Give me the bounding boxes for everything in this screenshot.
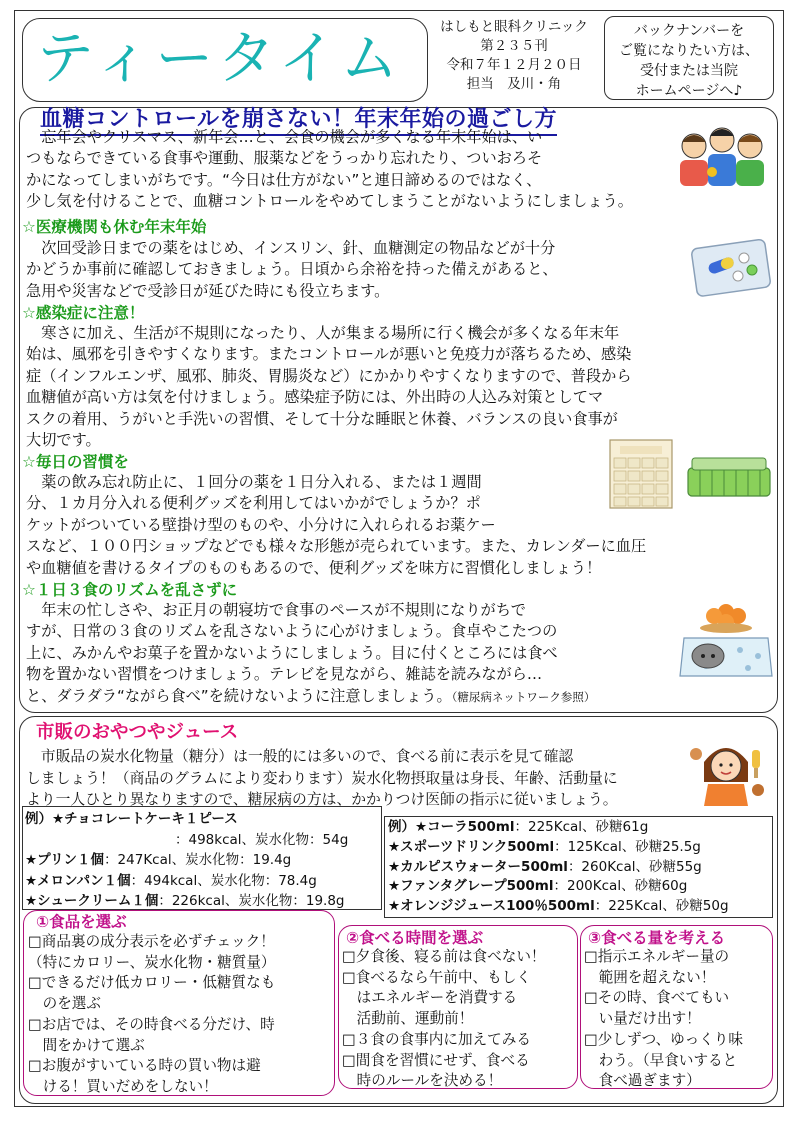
tip-title-eating-amount: ③食べる量を考える (588, 929, 726, 947)
clinic-name: はしもと眼科クリニック (440, 19, 588, 35)
kotatsu-illustration (678, 594, 774, 684)
main-headline: 血糖コントロールを崩さない！年末年始の過ごし方 (40, 106, 557, 136)
party-people-illustration (672, 116, 772, 190)
medicine-illustration (690, 238, 772, 298)
tip-title-choose-food: ①食品を選ぶ (36, 913, 127, 931)
tip-title-eating-time: ②食べる時間を選ぶ (346, 929, 484, 947)
back-number-notice: バックナンバーを ご覧になりたい方は、 受付または当院 ホームページへ♪ (604, 16, 774, 100)
issue-date: 令和７年１２月２０日 (446, 57, 582, 73)
tip-body-eating-time: □夕食後、寝る前は食べない！ □食べるなら午前中、もしく はエネルギーを消費する 活動前、運動前！ □３食の食事内に加えてみる □間食を習慣にせず、食べる 時のルールを決める！ (342, 948, 546, 1090)
section-body-rhythm: 年末の忙しさや、お正月の朝寝坊で食事のペースが不規則になりがちで すが、日常の３食のリズムを乱さないように心がけましょう。食卓やこたつの 上に、みかんやお菓子を置かないようにしましょう。目に付くところには食べ 物を置かない習慣をつけましょう。テレビを見ながら、雑誌を読みながら… と、ダラダラ“ながら食べ”を続けないように注意しましょう。（糖尿病ネットワーク参照） (26, 601, 596, 705)
issue-info (432, 18, 596, 94)
snacks-paragraph: 市販品の炭水化物量（糖分）は一般的には多いので、食べる前に表示を見て確認 しましょう！（商品のグラムにより変わります）炭水化物摂取量は身長、年齢、活動量に より一人ひとり異なりますので、糖尿病の方は、かかりつけ医師の指示に従いましょう。 (26, 748, 618, 808)
section-body-infection: 寒さに加え、生活が不規則になったり、人が集まる場所に行く機会が多くなる年末年 始は、風邪を引きやすくなります。またコントロールが悪いと免疫力が落ちるため、感染 症（インフルエンザ、風邪、肺炎、胃腸炎など）にかかりやすくなりますので、普段から 血糖値が高い方は気を付けましょう。感染症予防には、外出時の人込み対策としてマ スクの着用、うがいと手洗いの習慣、そして十分な睡眠と休養、バランスの良い食事が 大切です。 (26, 324, 632, 450)
newsletter-title: ティータイム (36, 24, 403, 92)
section-title-habits: ☆毎日の習慣を (22, 453, 129, 471)
pill-organizer-illustration (608, 436, 774, 510)
section-body-holidays: 次回受診日までの薬をはじめ、インスリン、針、血糖測定の物品などが十分 かどうか事前に確認しておきましょう。日頃から余裕を持った備えがあると、 急用や災害などで受診日が延びた時にも役立ちます。 (26, 239, 558, 300)
drink-examples-box: 例）★コーラ500ml：225Kcal、砂糖61g ★スポーツドリンク500ml：125Kcal、砂糖25.5g ★カルピスウォーター500ml：260Kcal、砂糖55g ★ファンタグレープ500ml：200Kcal、砂糖60g ★オレンジジュース100％500ml：225Kcal、砂糖50g (384, 816, 773, 918)
tip-body-eating-amount: □指示エネルギー量の 範囲を超えない！ □その時、食べてもい い量だけ出す！ □少しずつ、ゆっくり味 わう。（早食いすると 食べ過ぎます） (584, 948, 743, 1090)
tip-body-choose-food: □商品裏の成分表示を必ずチェック！ （特にカロリー、炭水化物・糖質量） □できるだけ低カロリー・低糖質なも のを選ぶ □お店では、その時食べる分だけ、時 間をかけて選ぶ □お腹がすいている時の買い物は避 ける！買いだめをしない！ (28, 933, 276, 1095)
section-title-holidays: ☆医療機関も休む年末年始 (22, 218, 207, 236)
section-title-rhythm: ☆１日３食のリズムを乱さずに (22, 581, 238, 599)
section-body-habits: 薬の飲み忘れ防止に、１回分の薬を１日分入れる、または１週間 分、１カ月分入れる便利グッズを利用してはいかがでしょうか？ポ ケットがついている壁掛け型のものや、小分けに入れられるお薬ケー スなど、１００円ショップなどでも様々な形態が売られています。また、カレンダーに血圧 や血糖値を書けるタイプのものもあるので、便利グッズを味方に習慣化しましょう！ (26, 473, 647, 577)
issue-number: 第２３５刊 (480, 38, 548, 54)
section-title-infection: ☆感染症に注意！ (22, 304, 145, 322)
intro-paragraph: 忘年会やクリスマス、新年会…と、会食の機会が多くなる年末年始は、い つもならできている食事や運動、服薬などをうっかり忘れたり、ついおろそ かになってしまいがちです。“今日は仕方がない”と連日諦めるのではなく、 少し気を付けることで、血糖コントロールをやめてしまうことがないようにしましょう。 (26, 128, 633, 211)
staff-names: 担当 及川・角 (466, 76, 562, 92)
source-note: （糖尿病ネットワーク参照） (451, 689, 596, 704)
snacks-headline: 市販のおやつやジュース (36, 722, 239, 743)
food-examples-box: 例）★チョコレートケーキ１ピース ：498kcal、炭水化物：54g ★プリン１個：247Kcal、炭水化物：19.4g ★メロンパン１個：494kcal、炭水化物：78.4g ★シュークリーム１個：226kcal、炭水化物：19.8g (22, 806, 382, 910)
